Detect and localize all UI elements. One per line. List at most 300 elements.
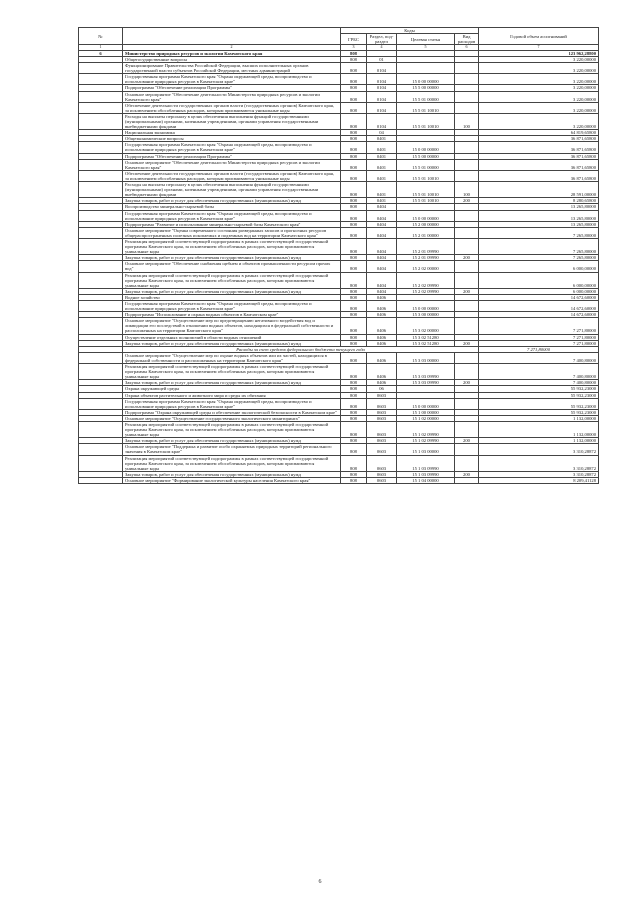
- row-razdel: 0603: [367, 409, 397, 415]
- row-razdel: 0406: [367, 318, 397, 334]
- row-csr: 15 2 00 00000: [397, 221, 455, 227]
- row-grbs: 808: [341, 50, 367, 56]
- row-grbs: 808: [341, 398, 367, 409]
- row-grbs: 808: [341, 130, 367, 136]
- row-sum: 3 220,00000: [479, 63, 599, 74]
- row-name: Министерство природных ресурсов и экологии Камчатского края: [123, 50, 341, 56]
- row-sum: 14 672,60000: [479, 301, 599, 312]
- table-row: [79, 477, 599, 483]
- row-name: Основное мероприятие "Обеспечение деятельности Министерства природных ресурсов и экологии Камчатского края": [123, 91, 341, 102]
- row-csr: 15 1 04 00000: [397, 477, 455, 483]
- row-name: Основное мероприятие "Обеспечение снабжения щебнем и объектов промышленности ресурсом прочих вод": [123, 261, 341, 272]
- row-sum: 3 220,00000: [479, 74, 599, 85]
- header-razdel: Раздел, под-раздел: [367, 34, 397, 45]
- row-razdel: 0406: [367, 294, 397, 300]
- row-name: Закупка товаров, работ и услуг для обеспечения государственных (муниципальных) нужд: [123, 288, 341, 294]
- row-razdel: 0404: [367, 210, 397, 221]
- row-sum: 7 271,80000: [479, 346, 599, 352]
- row-razdel: 0404: [367, 221, 397, 227]
- row-number: [79, 182, 123, 198]
- budget-table: [78, 27, 599, 484]
- row-sum: 36 871,65800: [479, 170, 599, 181]
- row-csr: 15 5 00 00000: [397, 153, 455, 159]
- row-razdel: 0404: [367, 272, 397, 288]
- row-sum: 6 000,00000: [479, 288, 599, 294]
- table-row: [79, 74, 599, 85]
- row-sum: 14 672,60000: [479, 294, 599, 300]
- table-row: [79, 318, 599, 334]
- row-number: [79, 364, 123, 380]
- row-csr: 15 3 03 09990: [397, 364, 455, 380]
- row-name: Государственная программа Камчатского края "Охрана окружающей среды, воспроизводство и использование природных ресурсов в Камчатском крае": [123, 74, 341, 85]
- table-row: [79, 113, 599, 129]
- row-razdel: 0603: [367, 444, 397, 455]
- row-csr: 15 2 02 09990: [397, 272, 455, 288]
- row-vr: [455, 210, 479, 221]
- row-csr: [397, 63, 455, 74]
- table-row: [79, 63, 599, 74]
- row-sum: 3 220,00000: [479, 56, 599, 62]
- row-razdel: 0104: [367, 102, 397, 113]
- row-csr: 15 2 01 00000: [397, 227, 455, 238]
- table-row: [79, 227, 599, 238]
- row-name: Подпрограмма "Развитие и использование минерально-сырьевой базы Камчатского края": [123, 221, 341, 227]
- table-row: [79, 91, 599, 102]
- table-row: [79, 170, 599, 181]
- row-csr: 15 5 00 00000: [397, 85, 455, 91]
- row-razdel: 0406: [367, 312, 397, 318]
- row-razdel: 0104: [367, 74, 397, 85]
- row-razdel: 0603: [367, 415, 397, 421]
- header-number: №: [79, 28, 123, 45]
- row-razdel: 0104: [367, 91, 397, 102]
- row-csr: 15 2 01 09990: [397, 255, 455, 261]
- row-name: Охрана окружающей среды: [123, 386, 341, 392]
- header-name: [123, 28, 341, 45]
- row-name: Реализация мероприятий соответствующей подпрограммы в рамках соответствующей государственной программы Камчатского края, за исключением обособленных расходов, которым присваиваются уникальные коды: [123, 364, 341, 380]
- row-sum: 7 265,80000: [479, 255, 599, 261]
- row-csr: 15 3 03 09990: [397, 380, 455, 386]
- row-name: Подпрограмма "Использование и охрана водных объектов в Камчатском крае": [123, 312, 341, 318]
- row-grbs: 808: [341, 255, 367, 261]
- row-sum: 1 132,00000: [479, 421, 599, 437]
- row-name: Закупка товаров, работ и услуг для обеспечения государственных (муниципальных) нужд: [123, 380, 341, 386]
- index-cell: 4: [367, 45, 397, 51]
- row-vr: [455, 170, 479, 181]
- row-grbs: 808: [341, 221, 367, 227]
- row-csr: 15 5 01 10010: [397, 182, 455, 198]
- row-vr: [455, 91, 479, 102]
- row-grbs: 808: [341, 444, 367, 455]
- row-sum: 7 400,80000: [479, 364, 599, 380]
- row-vr: [455, 318, 479, 334]
- row-razdel: 0603: [367, 455, 397, 471]
- row-razdel: 0603: [367, 471, 397, 477]
- row-sum: 7 265,80000: [479, 227, 599, 238]
- row-sum: 7 400,80000: [479, 380, 599, 386]
- row-name: Закупка товаров, работ и услуг для обеспечения государственных (муниципальных) нужд: [123, 255, 341, 261]
- row-grbs: 808: [341, 312, 367, 318]
- row-name: Расходы на выплаты персоналу в целях обеспечения выполнения функций государственными (муниципальными) органами, казенными учреждениями, органами управления государственными внебюджетными фондами: [123, 113, 341, 129]
- row-name: Основное мероприятие "Формирование экологической культуры населения Камчатского края": [123, 477, 341, 483]
- row-sum: 1 132,00000: [479, 415, 599, 421]
- row-sum: 7 271,80000: [479, 318, 599, 334]
- row-razdel: 0404: [367, 238, 397, 254]
- row-sum: 36 871,65800: [479, 136, 599, 142]
- row-grbs: 808: [341, 198, 367, 204]
- row-razdel: 0401: [367, 198, 397, 204]
- row-number: [79, 102, 123, 113]
- row-vr: 200: [455, 255, 479, 261]
- row-csr: 15 1 02 09990: [397, 438, 455, 444]
- row-razdel: 0406: [367, 301, 397, 312]
- row-razdel: 0406: [367, 364, 397, 380]
- index-cell: 3: [341, 45, 367, 51]
- row-razdel: 0104: [367, 63, 397, 74]
- row-csr: 15 5 01 10010: [397, 170, 455, 181]
- row-number: [79, 398, 123, 409]
- table-header: [79, 28, 599, 51]
- row-sum: 55 932,23000: [479, 398, 599, 409]
- table-row: [79, 352, 599, 363]
- table-row: [79, 444, 599, 455]
- row-number: [79, 477, 123, 483]
- row-grbs: 808: [341, 471, 367, 477]
- row-name: Основное мероприятие "Поддержка и развитие особо охраняемых природных территорий регионального значения в Камчатском крае": [123, 444, 341, 455]
- row-csr: 15 2 02 00000: [397, 261, 455, 272]
- row-grbs: 808: [341, 438, 367, 444]
- row-number: [79, 91, 123, 102]
- row-grbs: 808: [341, 102, 367, 113]
- row-name: Закупка товаров, работ и услуг для обеспечения государственных (муниципальных) нужд: [123, 471, 341, 477]
- row-vr: [455, 352, 479, 363]
- row-grbs: 808: [341, 421, 367, 437]
- row-number: [79, 238, 123, 254]
- row-number: [79, 63, 123, 74]
- row-name: Подпрограмма "Обеспечение реализации Программы": [123, 85, 341, 91]
- row-name: Реализация мероприятий соответствующей подпрограммы в рамках соответствующей государственной программы Камчатского края, за исключением обособленных расходов, которым присваиваются уникальные коды: [123, 238, 341, 254]
- row-name: Основное мероприятие "Осуществление мер по охране водных объектов или их частей, находящихся в федеральной собственности и расположенных на территории Камчатского края": [123, 352, 341, 363]
- row-number: [79, 444, 123, 455]
- row-vr: [455, 364, 479, 380]
- row-sum: 6 000,00000: [479, 272, 599, 288]
- row-name: Охрана объектов растительного и животного мира и среды их обитания: [123, 392, 341, 398]
- row-number: [79, 455, 123, 471]
- row-razdel: 01: [367, 56, 397, 62]
- row-name: Реализация мероприятий соответствующей подпрограммы в рамках соответствующей государственной программы Камчатского края, за исключением обособленных расходов, которым присваиваются уникальные коды: [123, 455, 341, 471]
- row-grbs: 808: [341, 380, 367, 386]
- row-name: Обеспечение деятельности государственных органов власти (государственных органов) Камчатского края, за исключением обособленных расходов, которым присваиваются уникальные коды: [123, 102, 341, 113]
- table-row: [79, 142, 599, 153]
- row-name: Национальная экономика: [123, 130, 341, 136]
- row-vr: 200: [455, 198, 479, 204]
- row-csr: 15 1 02 00000: [397, 415, 455, 421]
- row-name: Государственная программа Камчатского края "Охрана окружающей среды, воспроизводство и использование природных ресурсов в Камчатском крае": [123, 398, 341, 409]
- row-grbs: 808: [341, 85, 367, 91]
- row-razdel: 0603: [367, 421, 397, 437]
- row-razdel: 0406: [367, 352, 397, 363]
- row-grbs: 808: [341, 352, 367, 363]
- row-name: Закупка товаров, работ и услуг для обеспечения государственных (муниципальных) нужд: [123, 438, 341, 444]
- row-sum: 7 271,80000: [479, 340, 599, 346]
- row-vr: [455, 272, 479, 288]
- row-vr: [455, 261, 479, 272]
- row-name: Реализация мероприятий соответствующей подпрограммы в рамках соответствующей государственной программы Камчатского края, за исключением обособленных расходов, которым присваиваются уникальные коды: [123, 421, 341, 437]
- row-grbs: 808: [341, 409, 367, 415]
- row-name: Реализация мероприятий соответствующей подпрограммы в рамках соответствующей государственной программы Камчатского края, за исключением обособленных расходов, которым присваиваются уникальные коды: [123, 272, 341, 288]
- row-grbs: 808: [341, 204, 367, 210]
- row-sum: 3 310,28872: [479, 444, 599, 455]
- row-vr: [455, 444, 479, 455]
- row-name: Основное мероприятие "Осуществление государственного экологического мониторинга": [123, 415, 341, 421]
- row-name: Основное мероприятие "Оценка современного состояния разведанных запасов и прогнозных ресурсов общераспространенных полезных ископаемых и подземных вод на территории Камчатского края": [123, 227, 341, 238]
- row-sum: 36 871,65800: [479, 153, 599, 159]
- row-name: Осуществление отдельных полномочий в области водных отношений: [123, 334, 341, 340]
- row-sum: 55 932,23000: [479, 386, 599, 392]
- table-row: [79, 455, 599, 471]
- row-grbs: 808: [341, 142, 367, 153]
- index-cell: 1: [79, 45, 123, 51]
- row-sum: 8 280,65800: [479, 198, 599, 204]
- row-grbs: 808: [341, 386, 367, 392]
- row-csr: 15 5 01 10010: [397, 102, 455, 113]
- row-grbs: 808: [341, 334, 367, 340]
- page-number: 6: [318, 879, 322, 885]
- row-vr: 200: [455, 438, 479, 444]
- row-sum: 13 265,80000: [479, 210, 599, 221]
- row-note: Расходы за счет средств федерального бюджета текущего года: [123, 346, 479, 352]
- row-csr: 15 2 02 09990: [397, 288, 455, 294]
- row-razdel: 0404: [367, 288, 397, 294]
- row-vr: [455, 74, 479, 85]
- row-number: [79, 113, 123, 129]
- row-name: Основное мероприятие "Обеспечение деятельности Министерства природных ресурсов и экологии Камчатского края": [123, 159, 341, 170]
- row-vr: 100: [455, 113, 479, 129]
- row-name: Водное хозяйство: [123, 294, 341, 300]
- row-sum: 3 220,00000: [479, 91, 599, 102]
- row-grbs: 808: [341, 415, 367, 421]
- index-cell: 2: [123, 45, 341, 51]
- row-razdel: 0404: [367, 204, 397, 210]
- row-csr: 15 3 00 00000: [397, 312, 455, 318]
- row-sum: 55 932,23000: [479, 409, 599, 415]
- row-grbs: 808: [341, 455, 367, 471]
- row-sum: 14 672,60000: [479, 312, 599, 318]
- row-number: [79, 159, 123, 170]
- row-csr: 15 5 01 10010: [397, 198, 455, 204]
- row-sum: 3 220,00000: [479, 102, 599, 113]
- row-sum: 13 265,80000: [479, 204, 599, 210]
- header-csr: Целевая статья: [397, 34, 455, 45]
- row-vr: 100: [455, 182, 479, 198]
- row-razdel: 04: [367, 130, 397, 136]
- table-row: [79, 301, 599, 312]
- row-grbs: 808: [341, 227, 367, 238]
- row-razdel: 0603: [367, 477, 397, 483]
- row-name: Основное мероприятие "Осуществление мер по предотвращению негативного воздействия вод и ликвидации его последствий в отношении водных объектов, находящихся в федеральной собственности и расположенных на территории Камчатского края": [123, 318, 341, 334]
- row-vr: [455, 398, 479, 409]
- row-number: [79, 272, 123, 288]
- row-number: [79, 301, 123, 312]
- row-csr: 15 3 02 51280: [397, 340, 455, 346]
- row-csr: 15 1 03 00000: [397, 444, 455, 455]
- row-sum: 3 310,28872: [479, 455, 599, 471]
- row-name: Государственная программа Камчатского края "Охрана окружающей среды, воспроизводство и использование природных ресурсов в Камчатском крае": [123, 210, 341, 221]
- row-sum: 3 220,00000: [479, 85, 599, 91]
- row-vr: [455, 63, 479, 74]
- row-vr: 200: [455, 288, 479, 294]
- row-sum: 55 932,23000: [479, 392, 599, 398]
- row-razdel: 0401: [367, 182, 397, 198]
- row-sum: 1 132,00000: [479, 438, 599, 444]
- row-razdel: 0104: [367, 113, 397, 129]
- row-sum: 13 265,80000: [479, 221, 599, 227]
- row-razdel: 0406: [367, 340, 397, 346]
- table-body: [79, 50, 599, 483]
- row-grbs: 808: [341, 272, 367, 288]
- row-csr: 15 1 02 09990: [397, 421, 455, 437]
- header-vr: Вид расходов: [455, 34, 479, 45]
- row-csr: 15 0 00 00000: [397, 301, 455, 312]
- row-sum: 8 209,41128: [479, 477, 599, 483]
- row-razdel: 0401: [367, 136, 397, 142]
- row-razdel: 0603: [367, 392, 397, 398]
- row-grbs: 808: [341, 74, 367, 85]
- row-grbs: 808: [341, 56, 367, 62]
- row-name: Расходы на выплаты персоналу в целях обеспечения выполнения функций государственными (муниципальными) органами, казенными учреждениями, органами управления государственными внебюджетными фондами: [123, 182, 341, 198]
- row-sum: 36 871,65800: [479, 142, 599, 153]
- row-number: [79, 210, 123, 221]
- row-number: [79, 352, 123, 363]
- row-number: [79, 318, 123, 334]
- row-grbs: 808: [341, 477, 367, 483]
- row-grbs: 808: [341, 340, 367, 346]
- row-csr: 15 1 00 00000: [397, 409, 455, 415]
- row-razdel: 0603: [367, 438, 397, 444]
- row-name: Закупка товаров, работ и услуг для обеспечения государственных (муниципальных) нужд: [123, 198, 341, 204]
- row-grbs: 808: [341, 261, 367, 272]
- header-codes: Коды: [341, 28, 479, 34]
- row-grbs: 808: [341, 153, 367, 159]
- row-csr: 15 1 03 09990: [397, 471, 455, 477]
- row-name: Воспроизводство минерально-сырьевой базы: [123, 204, 341, 210]
- row-number: [79, 227, 123, 238]
- row-vr: [455, 421, 479, 437]
- row-sum: 123 962,28800: [479, 50, 599, 56]
- row-razdel: 0404: [367, 255, 397, 261]
- row-csr: 15 0 00 00000: [397, 142, 455, 153]
- row-name: Общеэкономические вопросы: [123, 136, 341, 142]
- row-razdel: 0401: [367, 170, 397, 181]
- index-cell: 7: [479, 45, 599, 51]
- row-name: Общегосударственные вопросы: [123, 56, 341, 62]
- row-sum: 3 220,00000: [479, 113, 599, 129]
- row-csr: 15 5 01 00000: [397, 159, 455, 170]
- row-sum: 7 400,80000: [479, 352, 599, 363]
- table-row: [79, 182, 599, 198]
- row-sum: 3 310,28872: [479, 471, 599, 477]
- row-razdel: 0404: [367, 261, 397, 272]
- row-number: [79, 74, 123, 85]
- row-grbs: 808: [341, 364, 367, 380]
- table-row: [79, 421, 599, 437]
- row-csr: 15 3 03 00000: [397, 352, 455, 363]
- row-vr: [455, 142, 479, 153]
- row-name: Закупка товаров, работ и услуг для обеспечения государственных (муниципальных) нужд: [123, 340, 341, 346]
- row-grbs: 808: [341, 392, 367, 398]
- row-sum: 28 591,00000: [479, 182, 599, 198]
- index-cell: 5: [397, 45, 455, 51]
- row-grbs: 808: [341, 182, 367, 198]
- row-grbs: 808: [341, 63, 367, 74]
- row-grbs: 808: [341, 159, 367, 170]
- row-sum: 64 819,65800: [479, 130, 599, 136]
- row-sum: 7 271,80000: [479, 334, 599, 340]
- row-csr: 15 0 00 00000: [397, 210, 455, 221]
- row-sum: 6 000,00000: [479, 261, 599, 272]
- row-csr: 15 5 01 00000: [397, 91, 455, 102]
- table-row: [79, 272, 599, 288]
- row-razdel: 0401: [367, 142, 397, 153]
- table-row: [79, 261, 599, 272]
- row-vr: [455, 455, 479, 471]
- table-row: [79, 159, 599, 170]
- row-number: [79, 170, 123, 181]
- index-cell: 6: [455, 45, 479, 51]
- row-name: Функционирование Правительства Российской Федерации, высших исполнительных органов государственной власти субъектов Российской Федерации, местных администраций: [123, 63, 341, 74]
- row-csr: 15 3 02 00000: [397, 318, 455, 334]
- row-csr: 15 2 01 09990: [397, 238, 455, 254]
- row-razdel: 06: [367, 386, 397, 392]
- row-number: [79, 421, 123, 437]
- row-csr: 15 5 01 10010: [397, 113, 455, 129]
- row-grbs: 808: [341, 288, 367, 294]
- row-vr: [455, 301, 479, 312]
- row-grbs: 808: [341, 91, 367, 102]
- row-grbs: 808: [341, 113, 367, 129]
- row-razdel: 0603: [367, 398, 397, 409]
- row-number: 6: [79, 50, 123, 56]
- row-vr: 200: [455, 340, 479, 346]
- row-csr: 15 1 03 09990: [397, 455, 455, 471]
- row-name: Подпрограмма "Охрана окружающей среды и обеспечение экологической безопасности в Камчатском крае": [123, 409, 341, 415]
- table-row: [79, 364, 599, 380]
- row-vr: 200: [455, 471, 479, 477]
- row-name: Государственная программа Камчатского края "Охрана окружающей среды, воспроизводство и использование природных ресурсов в Камчатском крае": [123, 301, 341, 312]
- row-razdel: 0104: [367, 85, 397, 91]
- row-vr: [455, 159, 479, 170]
- table-row: [79, 210, 599, 221]
- row-number: [79, 142, 123, 153]
- row-grbs: 808: [341, 210, 367, 221]
- row-razdel: 0406: [367, 380, 397, 386]
- row-csr: 15 3 02 51280: [397, 334, 455, 340]
- header-grbs: ГРБС: [341, 34, 367, 45]
- table-row: [79, 102, 599, 113]
- row-grbs: 808: [341, 238, 367, 254]
- row-grbs: 808: [341, 294, 367, 300]
- row-grbs: 808: [341, 301, 367, 312]
- row-name: Подпрограмма "Обеспечение реализации Программы": [123, 153, 341, 159]
- table-row: [79, 238, 599, 254]
- row-name: Обеспечение деятельности государственных органов власти (государственных органов) Камчатского края, за исключением обособленных расходов, которым присваиваются уникальные коды: [123, 170, 341, 181]
- row-sum: 36 871,65800: [479, 159, 599, 170]
- header-total: Годовой объем ассигнований: [479, 28, 599, 45]
- row-vr: [455, 102, 479, 113]
- row-number: [79, 261, 123, 272]
- table-row: [79, 398, 599, 409]
- row-csr: 15 0 00 00000: [397, 398, 455, 409]
